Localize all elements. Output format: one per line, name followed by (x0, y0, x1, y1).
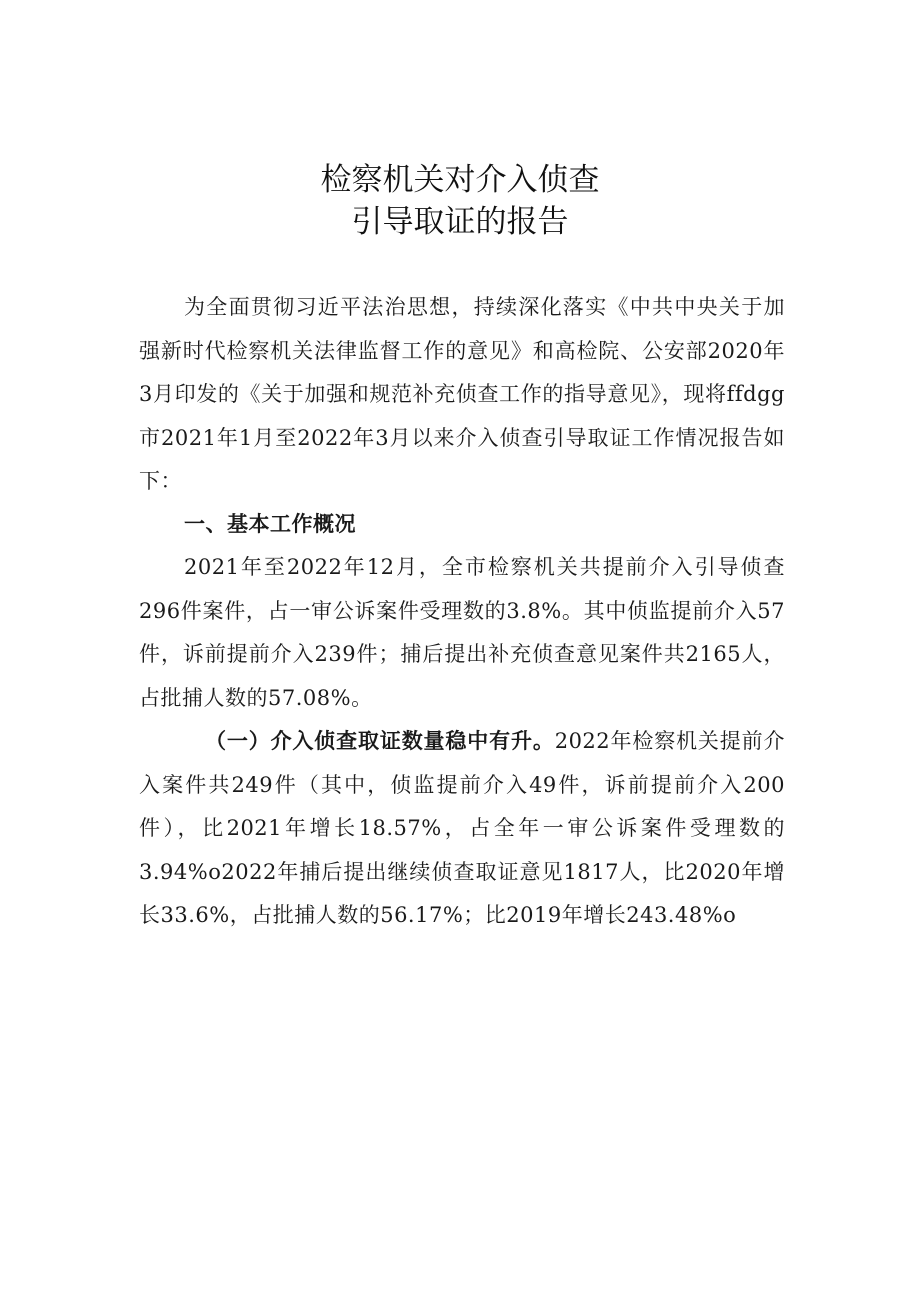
document-title-line-2: 引导取证的报告 (351, 204, 569, 240)
subsection-paragraph (139, 720, 785, 938)
section-overview-paragraph: 2021年至2022年12月，全市检察机关共提前介入引导侦查296件案件，占一审公诉案件受理数的3.8%。其中侦监提前介入57件，诉前提前介入239件；捕后提出补充侦查意见案件共2165人，占批捕人数的57.08%。 (139, 555, 785, 710)
section-heading-basic-overview: 一、基本工作概况 (184, 512, 356, 536)
subsection-body-text: 2022年检察机关提前介入案件共249件（其中，侦监提前介入49件，诉前提前介入200件），比2021年增长18.57%，占全年一审公诉案件受理数的3.94%o2022年捕后提出继续侦查取证意见1817人，比2020年增长33.6%，占批捕人数的56.17%；比2019年增长243.48%o (139, 729, 785, 927)
intro-paragraph: 为全面贯彻习近平法治思想，持续深化落实《中共中央关于加强新时代检察机关法律监督工作的意见》和高检院、公安部2020年3月印发的《关于加强和规范补充侦查工作的指导意见》，现将ffdgg市2021年1月至2022年3月以来介入侦查引导取证工作情况报告如下： (139, 295, 785, 493)
subsection-lead-heading: （一）介入侦查取证数量稳中有升。 (205, 729, 555, 753)
document-title-line-1: 检察机关对介入侦查 (320, 162, 600, 198)
